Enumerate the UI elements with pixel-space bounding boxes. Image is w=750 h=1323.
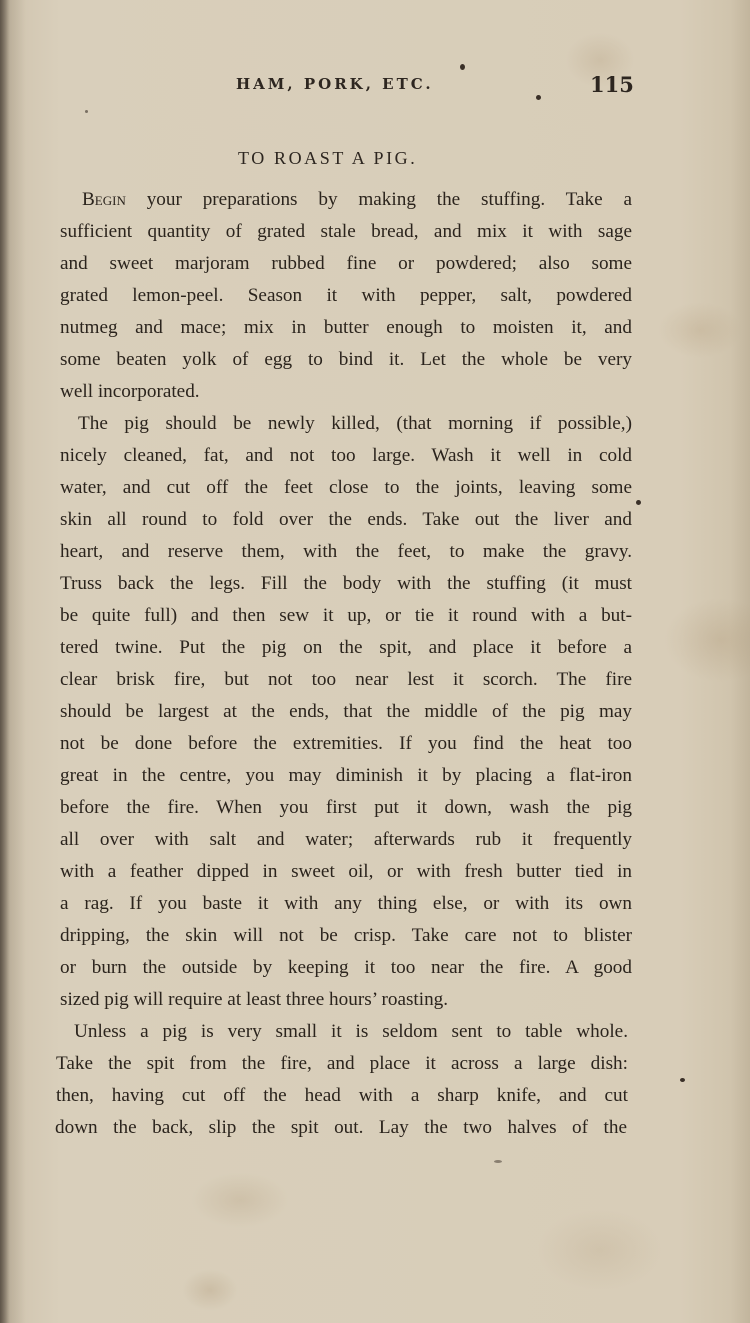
ink-speck <box>85 110 88 113</box>
text-line: water, and cut off the feet close to the joints, leaving some <box>60 477 632 498</box>
text-line: or burn the outside by keeping it too near the fire. A good <box>60 957 632 978</box>
text-line: grated lemon-peel. Season it with pepper, salt, powdered <box>60 285 632 306</box>
text-line: sized pig will require at least three hours’ roasting. <box>60 989 449 1010</box>
running-head: HAM, PORK, ETC. <box>236 75 434 93</box>
text-line: all over with salt and water; afterwards rub it frequently <box>60 829 632 850</box>
text-line: heart, and reserve them, with the feet, to make the gravy. <box>60 541 632 562</box>
text-line: not be done before the extremities. If you find the heat too <box>60 733 632 754</box>
line-text: your preparations by making the stuffing. Take a <box>125 189 632 210</box>
text-line: down the back, slip the spit out. Lay the two halves of the <box>55 1117 627 1138</box>
text-line: before the fire. When you first put it down, wash the pig <box>60 797 632 818</box>
text-line: The pig should be newly killed, (that morning if possible,) <box>78 413 632 434</box>
text-line: great in the centre, you may diminish it by placing a flat-iron <box>60 765 632 786</box>
text-line: skin all round to fold over the ends. Take out the liver and <box>60 509 632 530</box>
text-line: and sweet marjoram rubbed fine or powdered; also some <box>60 253 632 274</box>
text-line: nutmeg and mace; mix in butter enough to moisten it, and <box>60 317 632 338</box>
ink-speck <box>680 1078 685 1082</box>
text-line: a rag. If you baste it with any thing else, or with its own <box>60 893 632 914</box>
spine-shadow <box>0 0 10 1323</box>
text-line: be quite full) and then sew it up, or tie it round with a but- <box>60 605 632 626</box>
text-line: then, having cut off the head with a sharp knife, and cut <box>56 1085 628 1106</box>
ink-speck <box>536 95 541 100</box>
text-line: clear brisk fire, but not too near lest it scorch. The fire <box>60 669 632 690</box>
text-line: tered twine. Put the pig on the spit, and place it before a <box>60 637 632 658</box>
page-number: 115 <box>590 72 634 97</box>
text-line: with a feather dipped in sweet oil, or with fresh butter tied in <box>60 861 632 882</box>
text-line: should be largest at the ends, that the middle of the pig may <box>60 701 632 722</box>
text-line: sufficient quantity of grated stale bread, and mix it with sage <box>60 221 632 242</box>
ink-speck <box>460 64 465 70</box>
text-line <box>60 184 632 216</box>
text-line: dripping, the skin will not be crisp. Take care not to blister <box>60 925 632 946</box>
drop-word: Begin <box>82 189 126 210</box>
recipe-title: TO ROAST A PIG. <box>238 148 418 168</box>
text-line: nicely cleaned, fat, and not too large. Wash it well in cold <box>60 445 632 466</box>
ink-speck <box>636 500 641 505</box>
text-line: some beaten yolk of egg to bind it. Let the whole be very <box>60 349 632 370</box>
ink-speck <box>494 1160 502 1163</box>
text-line: Take the spit from the fire, and place it across a large dish: <box>56 1053 628 1074</box>
text-line: Truss back the legs. Fill the body with the stuffing (it must <box>60 573 632 594</box>
text-line: Unless a pig is very small it is seldom sent to table whole. <box>74 1021 628 1042</box>
text-line: well incorporated. <box>60 381 200 402</box>
